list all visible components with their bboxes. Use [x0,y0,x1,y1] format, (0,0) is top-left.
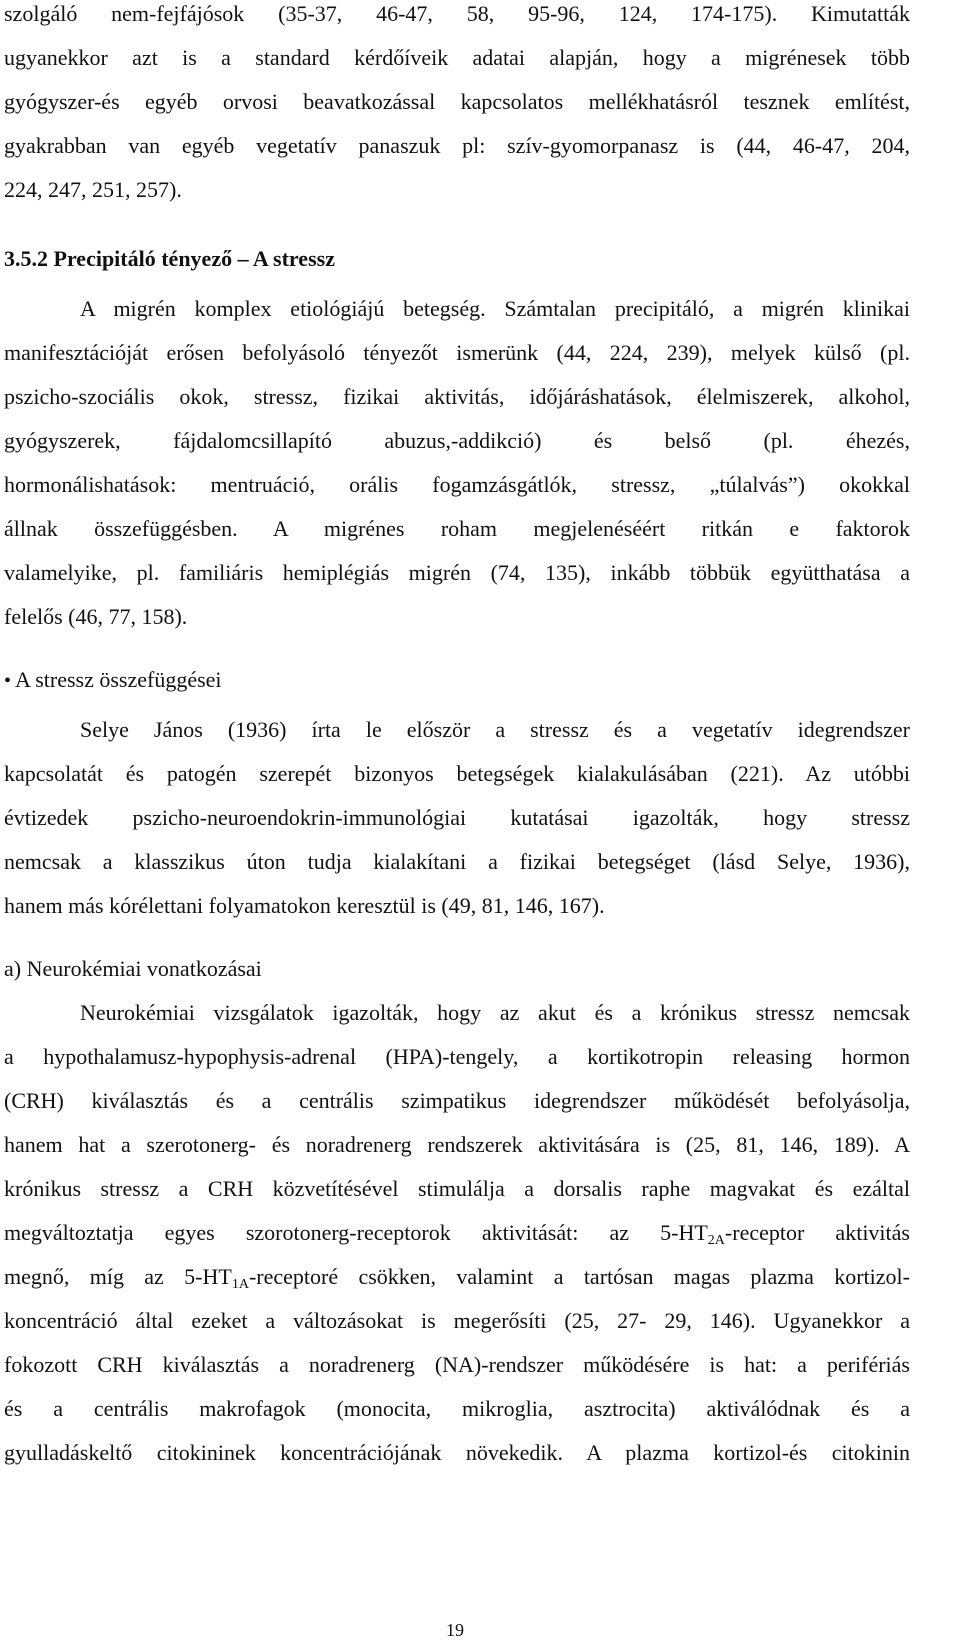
text-line: Neurokémiai vizsgálatok igazolták, hogy az akut és a krónikus stressz nemcsak [80,1000,910,1025]
text-line: a hypothalamusz-hypophysis-adrenal (HPA)-tengely, a kortikotropin releasing hormon [4,1044,910,1069]
text-line: manifesztációját erősen befolyásoló tényezőt ismerünk (44, 224, 239), melyek külső (pl. [4,340,910,365]
text-line: Selye János (1936) írta le először a stressz és a vegetatív idegrendszer [80,717,910,742]
text-line: szolgáló nem-fejfájósok (35-37, 46-47, 58, 95-96, 124, 174-175). Kimutatták [4,1,910,26]
text-span: -receptoré csökken, valamint a tartósan magas plazma kortizol- [248,1264,910,1289]
subsection-heading: a) Neurokémiai vonatkozásai [4,956,262,981]
text-span: megnő, míg az 5-HT [4,1264,232,1289]
subscript: 1A [231,1277,249,1292]
text-line: pszicho-szociális okok, stressz, fizikai aktivitás, időjáráshatások, élelmiszerek, alkohol, [4,384,910,409]
text-line: (CRH) kiválasztás és a centrális szimpatikus idegrendszer működését befolyásolja, [4,1088,910,1113]
text-line: gyakrabban van egyéb vegetatív panaszuk pl: szív-gyomorpanasz is (44, 46-47, 204, [4,133,910,158]
text-line: valamelyike, pl. familiáris hemiplégiás migrén (74, 135), inkább többük együtthatása a [4,560,910,585]
text-line [4,1220,910,1246]
text-line: és a centrális makrofagok (monocita, mikroglia, asztrocita) aktiválódnak és a [4,1396,910,1421]
text-line: krónikus stressz a CRH közvetítésével stimulálja a dorsalis raphe magvakat és ezáltal [4,1176,910,1201]
text-line: évtizedek pszicho-neuroendokrin-immunológiai kutatásai igazolták, hogy stressz [4,805,910,830]
section-heading: 3.5.2 Precipitáló tényező – A stressz [4,246,335,271]
bullet-item [4,667,910,694]
text-line: hormonálishatások: mentruáció, orális fogamzásgátlók, stressz, „túlalvás”) okokkal [4,472,910,497]
text-line: hanem más kórélettani folyamatokon keresztül is (49, 81, 146, 167). [4,893,605,918]
text-line: állnak összefüggésben. A migrénes roham megjelenéséért ritkán e faktorok [4,516,910,541]
text-line: ugyanekkor azt is a standard kérdőíveik adatai alapján, hogy a migrénesek több [4,45,910,70]
text-line: A migrén komplex etiológiájú betegség. Számtalan precipitáló, a migrén klinikai [80,296,910,321]
text-line: koncentráció által ezeket a változásokat is megerősíti (25, 27- 29, 146). Ugyanekkor a [4,1308,910,1333]
text-line: gyógyszerek, fájdalomcsillapító abuzus,-addikció) és belső (pl. éhezés, [4,428,910,453]
text-span: megváltoztatja egyes szorotonerg-receptorok aktivitását: az 5-HT [4,1220,708,1245]
text-line: kapcsolatát és patogén szerepét bizonyos betegségek kialakulásában (221). Az utóbbi [4,761,910,786]
bullet-icon: • [4,670,12,692]
text-line: felelős (46, 77, 158). [4,604,188,629]
text-line: nemcsak a klasszikus úton tudja kialakítani a fizikai betegséget (lásd Selye, 1936), [4,849,910,874]
text-line: hanem hat a szerotonerg- és noradrenerg rendszerek aktivitására is (25, 81, 146, 189). A [4,1132,910,1157]
text-line: fokozott CRH kiválasztás a noradrenerg (NA)-rendszer működésére is hat: a perifériás [4,1352,910,1377]
bullet-label: A stressz összefüggései [15,667,222,692]
text-line: gyógyszer-és egyéb orvosi beavatkozással kapcsolatos mellékhatásról tesznek említést, [4,89,910,114]
text-line: gyulladáskeltő citokininek koncentrációjának növekedik. A plazma kortizol-és citokinin [4,1440,910,1465]
text-line [4,1264,910,1290]
text-line: 224, 247, 251, 257). [4,177,182,202]
text-span: -receptor aktivitás [724,1220,910,1245]
subscript: 2A [707,1233,725,1248]
page-number: 19 [446,1620,464,1640]
